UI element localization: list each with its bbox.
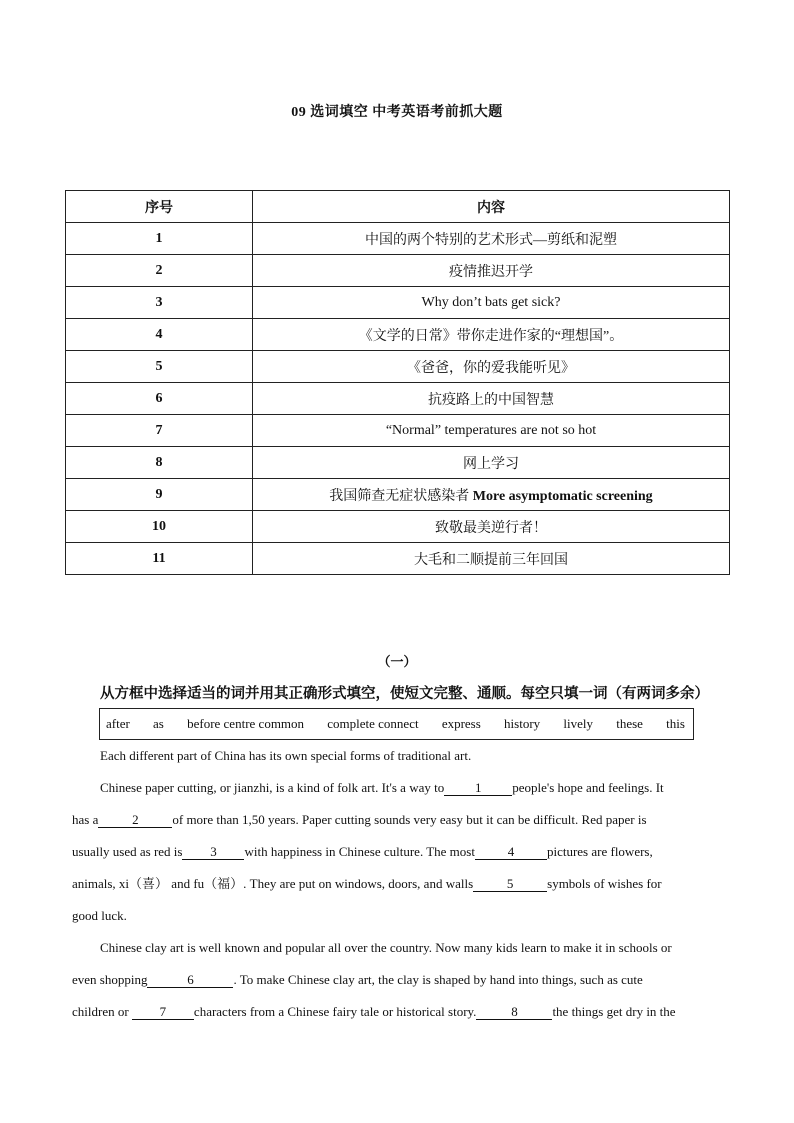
passage-paragraph-3: Chinese clay art is well known and popular all over the country. Now many kids learn to make it in schools or even shopping 6 . To make Chinese clay art, the clay is shaped by hand into things, such as cute children or 7 characters from a Chinese fairy tale or historical story. 8 the things get dry in the: [72, 940, 676, 1019]
row-content: 中国的两个特别的艺术形式—剪纸和泥塑: [253, 223, 730, 255]
table-row: [66, 319, 730, 351]
row-content-cn: 我国筛查无症状感染者: [329, 488, 473, 504]
blank-7[interactable]: 7: [132, 1005, 194, 1020]
table-header-row: [66, 191, 730, 223]
table-row: [66, 255, 730, 287]
blank-1[interactable]: 1: [444, 781, 512, 796]
row-number: 1: [66, 223, 253, 255]
word-option: before centre common: [187, 716, 305, 731]
table-row: [66, 223, 730, 255]
passage-paragraph-1: Each different part of China has its own special forms of traditional art.: [100, 748, 472, 763]
row-number: 8: [66, 447, 253, 479]
blank-3[interactable]: 3: [182, 845, 244, 860]
row-content: Why don’t bats get sick?: [253, 287, 730, 319]
row-number: 10: [66, 511, 253, 543]
row-number: 3: [66, 287, 253, 319]
word-option: this: [666, 716, 685, 731]
word-option: complete connect: [327, 716, 419, 731]
row-content: 致敬最美逆行者！: [253, 511, 730, 543]
row-content: “Normal” temperatures are not so hot: [253, 415, 730, 447]
table-row: [66, 383, 730, 415]
header-number: 序号: [66, 191, 253, 223]
blank-6[interactable]: 6: [147, 973, 233, 988]
document-title: 09 选词填空 中考英语考前抓大题: [291, 105, 503, 120]
blank-8[interactable]: 8: [476, 1005, 552, 1020]
row-content: 疫情推迟开学: [253, 255, 730, 287]
blank-5[interactable]: 5: [473, 877, 547, 892]
row-number: 9: [66, 479, 253, 511]
row-content: [253, 479, 730, 511]
row-number: 11: [66, 543, 253, 575]
section-title: （一）: [377, 654, 417, 669]
table-row: [66, 447, 730, 479]
word-option: lively: [563, 716, 593, 731]
word-option: express: [441, 716, 481, 731]
row-content: 网上学习: [253, 447, 730, 479]
table-row: [66, 351, 730, 383]
table-row: [66, 511, 730, 543]
row-number: 5: [66, 351, 253, 383]
word-option: after: [106, 716, 130, 731]
blank-2[interactable]: 2: [98, 813, 172, 828]
table-row: [66, 415, 730, 447]
passage-paragraph-2: Chinese paper cutting, or jianzhi, is a kind of folk art. It's a way to 1 people's hope and feelings. It has a 2 of more than 1,50 years. Paper cutting sounds very easy but it can be difficult. Red paper is usually used as red is 3 with happiness in Chinese culture. The most 4 pictures are flowers, animals, xi（喜） and fu（福）. They are put on windows, doors, and walls 5 symbols of wishes for good luck.: [72, 780, 664, 923]
blank-4[interactable]: 4: [475, 845, 547, 860]
word-option: these: [616, 716, 643, 731]
table-row: [66, 287, 730, 319]
row-content: 《爸爸，你的爱我能听见》: [253, 351, 730, 383]
row-number: 7: [66, 415, 253, 447]
word-option: history: [504, 716, 541, 731]
instruction-text: 从方框中选择适当的词并用其正确形式填空，使短文完整、通顺。每空只填一词（有两词多余）: [100, 686, 709, 702]
row-content: 大毛和二顺提前三年回国: [253, 543, 730, 575]
header-content: 内容: [253, 191, 730, 223]
table-row: [66, 543, 730, 575]
row-number: 4: [66, 319, 253, 351]
row-content: 抗疫路上的中国智慧: [253, 383, 730, 415]
word-box: [99, 708, 694, 740]
table-row: [66, 479, 730, 511]
word-option: as: [153, 716, 164, 731]
topic-table: [65, 190, 730, 575]
row-number: 6: [66, 383, 253, 415]
row-content: 《文学的日常》带你走进作家的“理想国”。: [253, 319, 730, 351]
row-number: 2: [66, 255, 253, 287]
row-content-en: More asymptomatic screening: [472, 488, 653, 504]
